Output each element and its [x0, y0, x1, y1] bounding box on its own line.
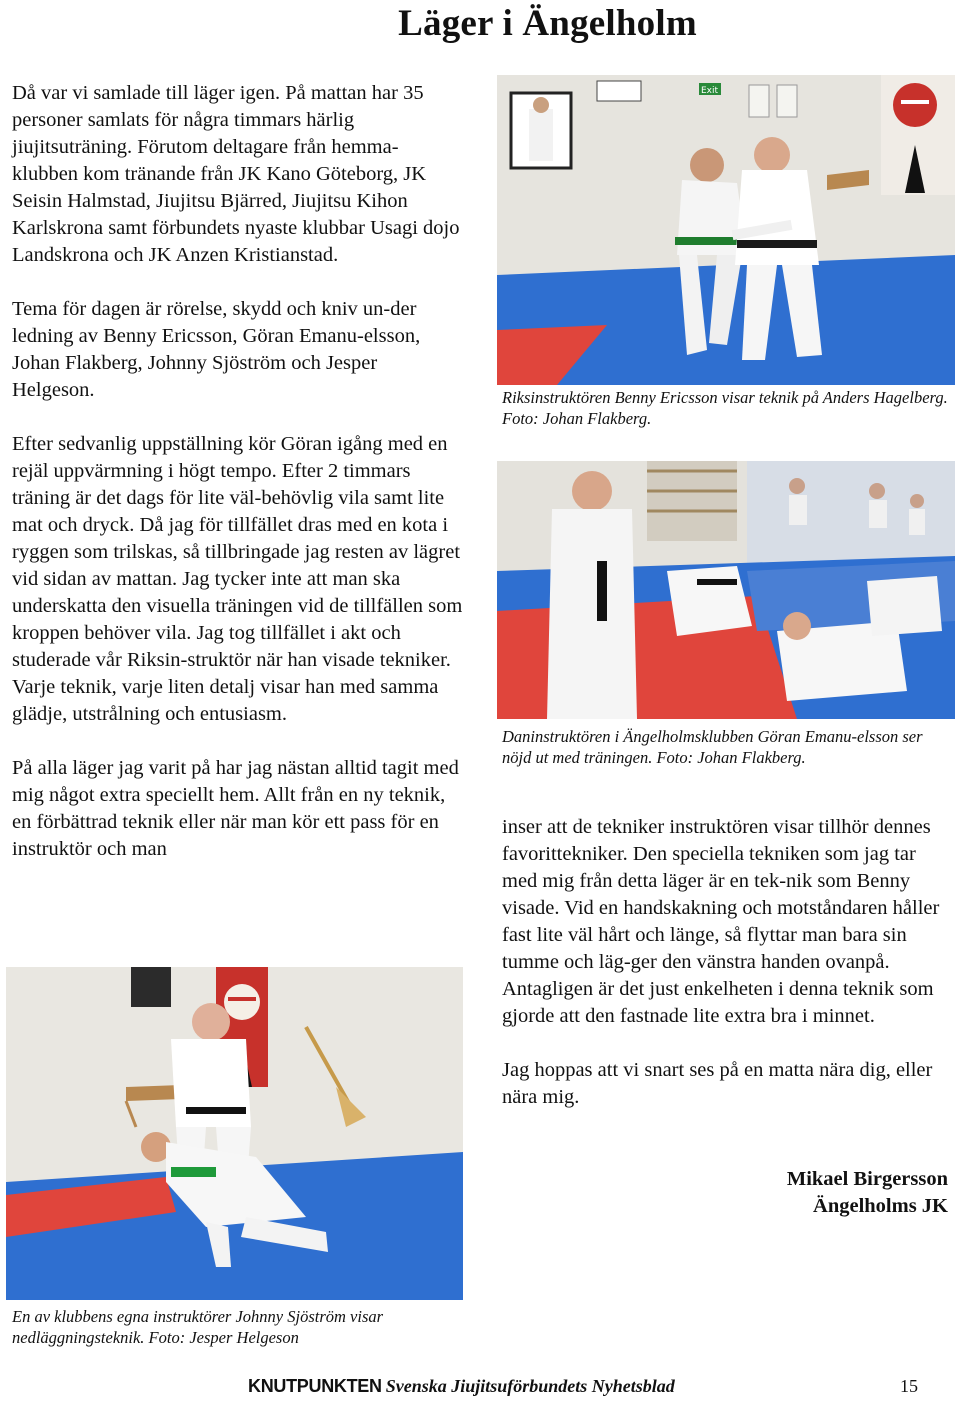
photo-johnny-takedown — [6, 967, 463, 1300]
signature — [560, 1166, 948, 1220]
photo3-caption-block — [12, 1306, 464, 1348]
page-number: 15 — [900, 1376, 918, 1396]
photo2-caption: Daninstruktören i Ängelholmsklubben Göran Emanu-elsson ser nöjd ut med träningen. Foto: Johan Flakberg. — [502, 727, 923, 767]
exit-sign-text: Exit — [701, 86, 719, 96]
left-column — [12, 80, 464, 863]
photo1-caption: Riksinstruktören Benny Ericsson visar teknik på Anders Hagelberg. Foto: Johan Flakberg. — [502, 388, 948, 428]
photo1-caption-block — [502, 387, 954, 429]
footer — [248, 1376, 748, 1397]
page-title: Läger i Ängelholm — [398, 3, 697, 44]
author-club: Ängelholms JK — [813, 1195, 948, 1217]
photo3-caption: En av klubbens egna instruktörer Johnny Sjöström visar nedläggningsteknik. Foto: Jesper Helgeson — [12, 1307, 384, 1347]
footer-brand: KNUTPUNKTEN — [248, 1376, 382, 1396]
right-column — [502, 814, 954, 1111]
photo-goran-training — [497, 461, 955, 719]
closing-paragraph: Jag hoppas att vi snart ses på en matta nära dig, eller nära mig. — [502, 1059, 933, 1108]
training-paragraph: Efter sedvanlig uppställning kör Göran igång med en rejäl uppvärmning i högt tempo. Efter 2 timmars träning är det dags för lite väl-behövlig vila samt lite mat och dryck. Då jag för tillfället dras med en kota i ryggen som trilskas, så tillbringade jag resten av lägret vid sidan av mattan. Jag tycker inte att man ska underskatta den visuella träningen vid de tillfällen som kroppen behöver vila. Jag tog tillfället i akt och studerade vår Riksin-struktör när han visade tekniker. Varje teknik, varje liten detalj visar han med samma glädje, utstrålning och entusiasm. — [12, 433, 463, 725]
technique-paragraph: inser att de tekniker instruktören visar tillhör dennes favorittekniker. Den speciella tekniken som jag tar med mig från detta läger är en tek-nik som Benny visade. Vid en handskakning och motståndaren håller fast lite väl hårt och länge, så flyttar man bara sin tumme och läg-ger den vänstra handen ovanpå. Antagligen är det just enkelheten i denna teknik som gjorde att den fastnade lite extra bra i minnet. — [502, 816, 940, 1027]
photo2-caption-block — [502, 726, 954, 768]
camp-paragraph: På alla läger jag varit på har jag nästan alltid tagit med mig något extra speciellt hem. Allt från en ny teknik, en förbättrad teknik eller när man kör ett pass för en instruktör och man — [12, 757, 459, 860]
photo-benny-technique — [497, 75, 955, 385]
intro-paragraph: Då var vi samlade till läger igen. På mattan har 35 personer samlats för några timmars härlig jiujitsuträning. Förutom deltagare från hemma-klubben kom tränande från JK Kano Göteborg, JK Seisin Halmstad, Jiujitsu Bjärred, Jiujitsu Kihon Karlskrona samt förbundets nyaste klubbar Usagi dojo Landskrona och JK Anzen Kristianstad. — [12, 82, 460, 266]
theme-paragraph: Tema för dagen är rörelse, skydd och kniv un-der ledning av Benny Ericsson, Göran Emanu-elsson, Johan Flakberg, Johnny Sjöström och Jesper Helgeson. — [12, 298, 421, 401]
author-name: Mikael Birgersson — [786, 1168, 948, 1190]
footer-subtitle: Svenska Jiujitsuförbundets Nyhetsblad — [385, 1376, 675, 1396]
